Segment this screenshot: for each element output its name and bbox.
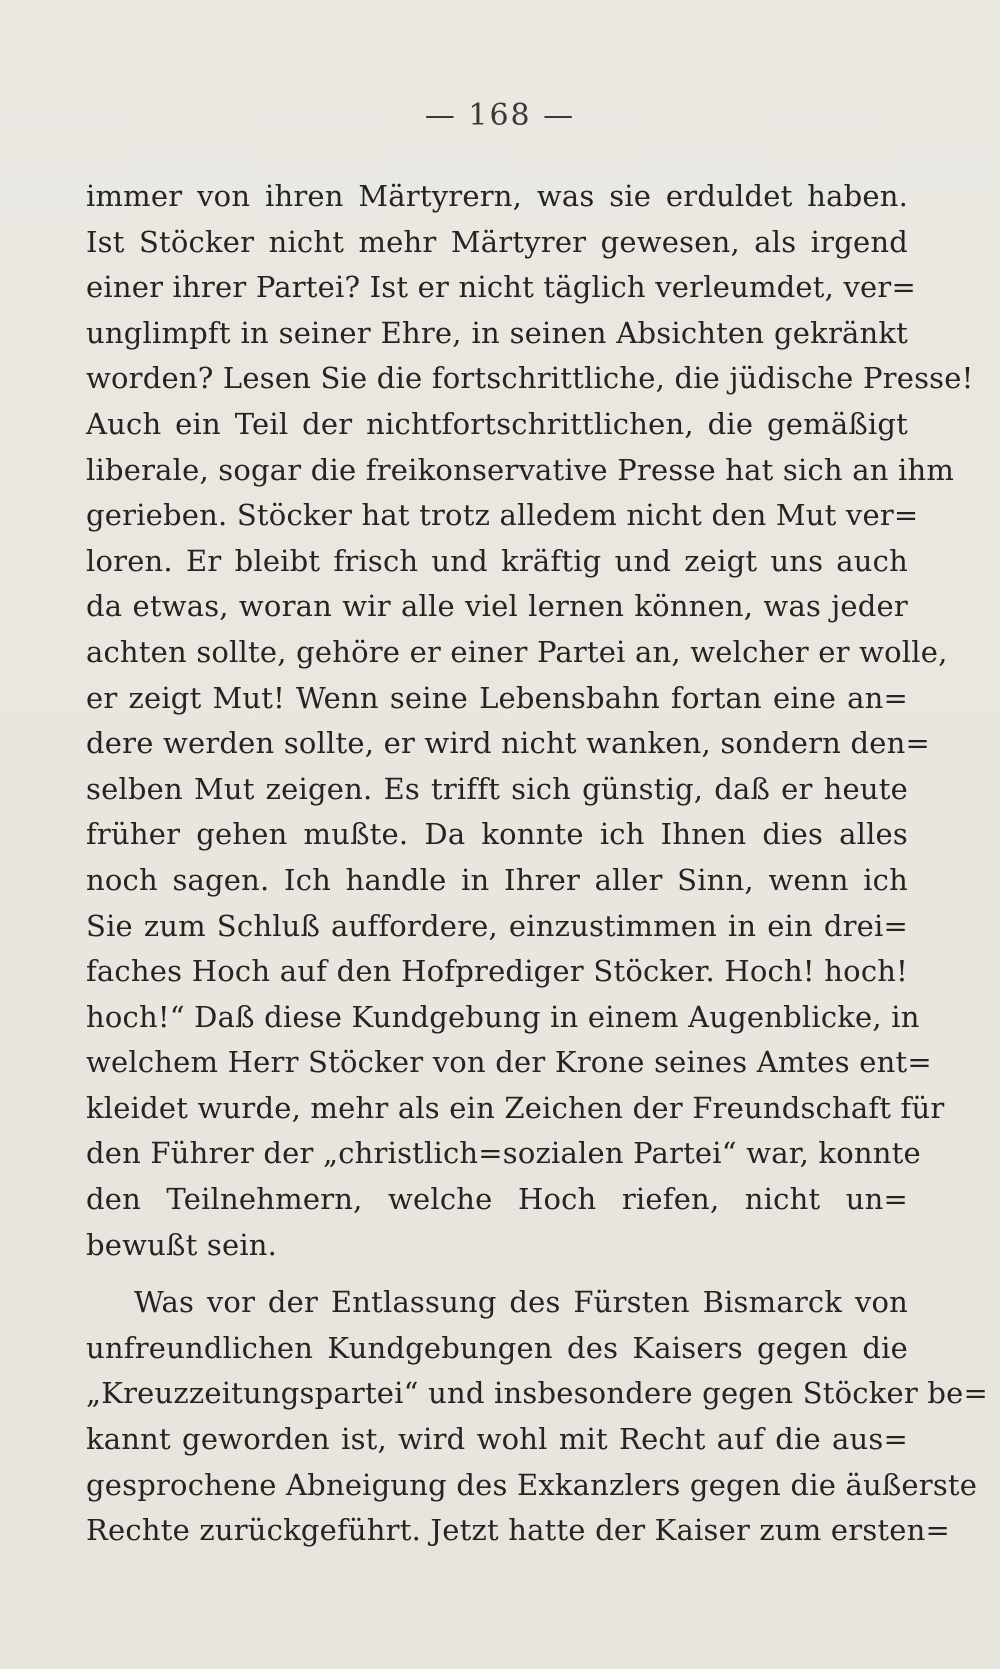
text-line: hoch!“ Daß diese Kundgebung in einem Augenblicke, in xyxy=(86,999,920,1034)
text-line: welchem Herr Stöcker von der Krone seines Amtes ent= xyxy=(86,1045,932,1080)
text-line: unfreundlichen Kundgebungen des Kaisers gegen die xyxy=(86,1330,908,1365)
text-line: den Führer der „christlich=sozialen Partei“ war, konnte xyxy=(86,1136,921,1171)
paragraph-gap xyxy=(86,1268,908,1280)
text-line: dere werden sollte, er wird nicht wanken, sondern den= xyxy=(86,726,930,761)
text-line: loren. Er bleibt frisch und kräftig und zeigt uns auch xyxy=(86,543,908,578)
text-line: Auch ein Teil der nichtfortschrittlichen, die gemäßigt xyxy=(86,406,908,441)
text-line: einer ihrer Partei? Ist er nicht täglich verleumdet, ver= xyxy=(86,270,916,305)
text-line: immer von ihren Märtyrern, was sie erduldet haben. xyxy=(86,179,908,213)
text-line: achten sollte, gehöre er einer Partei an, welcher er wolle, xyxy=(86,634,948,669)
text-line: kannt geworden ist, wird wohl mit Recht auf die aus= xyxy=(86,1422,908,1457)
body-text xyxy=(86,174,988,1554)
text-line: Ist Stöcker nicht mehr Märtyrer gewesen, als irgend xyxy=(86,224,908,259)
paragraph-1 xyxy=(86,174,974,1268)
paragraph-2 xyxy=(86,1280,988,1554)
text-line: Was vor der Entlassung des Fürsten Bismarck von xyxy=(134,1285,908,1320)
page-number: — 168 — xyxy=(424,98,576,133)
text-line: noch sagen. Ich handle in Ihrer aller Sinn, wenn ich xyxy=(86,862,908,897)
text-line: „Kreuzzeitungspartei“ und insbesondere gegen Stöcker be= xyxy=(86,1376,988,1411)
text-line: kleidet wurde, mehr als ein Zeichen der Freundschaft für xyxy=(86,1090,945,1125)
text-line: da etwas, woran wir alle viel lernen können, was jeder xyxy=(86,589,908,624)
text-line: gerieben. Stöcker hat trotz alledem nicht den Mut ver= xyxy=(86,498,919,533)
text-line: er zeigt Mut! Wenn seine Lebensbahn fortan eine an= xyxy=(86,680,908,715)
text-line: Rechte zurückgeführt. Jetzt hatte der Kaiser zum ersten= xyxy=(86,1513,951,1548)
text-line: früher gehen mußte. Da konnte ich Ihnen dies alles xyxy=(86,817,908,852)
text-line: den Teilnehmern, welche Hoch riefen, nicht un= xyxy=(86,1182,908,1217)
text-line: selben Mut zeigen. Es trifft sich günstig, daß er heute xyxy=(86,771,908,806)
text-line: worden? Lesen Sie die fortschrittliche, die jüdische Presse! xyxy=(86,361,974,396)
text-line: bewußt sein. xyxy=(86,1227,278,1262)
text-line: unglimpft in seiner Ehre, in seinen Absichten gekränkt xyxy=(86,315,908,350)
text-line: faches Hoch auf den Hofprediger Stöcker. Hoch! hoch! xyxy=(86,954,908,989)
text-line: Sie zum Schluß auffordere, einzustimmen in ein drei= xyxy=(86,908,908,943)
text-line: liberale, sogar die freikonservative Presse hat sich an ihm xyxy=(86,452,955,487)
text-line: gesprochene Abneigung des Exkanzlers gegen die äußerste xyxy=(86,1467,978,1502)
